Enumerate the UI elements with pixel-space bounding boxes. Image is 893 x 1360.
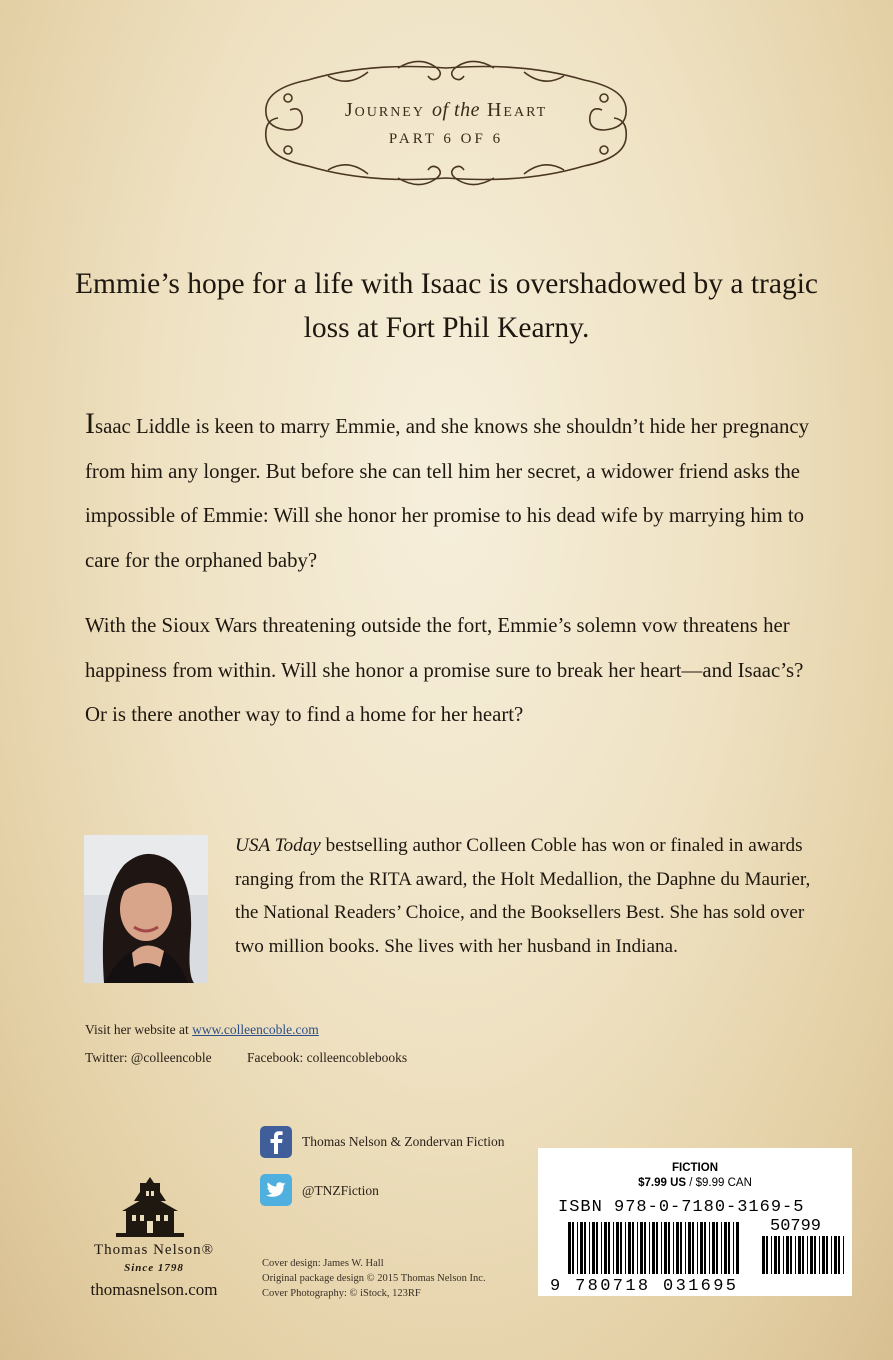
author-twitter: Twitter: @colleencoble [85,1050,212,1065]
publisher-since: Since 1798 [124,1262,184,1274]
facebook-icon [260,1126,292,1158]
author-website-link[interactable]: www.colleencoble.com [192,1022,319,1037]
facebook-label: Thomas Nelson & Zondervan Fiction [302,1134,505,1149]
barcode-genre: FICTION [672,1162,718,1174]
barcode-bars [568,1222,739,1274]
price-us: $7.99 US [638,1177,687,1189]
house-logo-icon [112,1175,188,1243]
credit-line: Original package design © 2015 Thomas Nelson Inc. [262,1273,486,1284]
series-title-word1: Journey [344,99,425,121]
barcode-ean-digits: 9 780718 031695 [550,1277,736,1294]
series-title-connector: of the [431,99,480,121]
barcode-isbn: ISBN 978-0-7180-3169-5 [558,1198,805,1217]
credit-line: Cover Photography: © iStock, 123RF [262,1288,421,1299]
description-paragraph-1 [85,402,825,583]
website-prefix: Visit her website at [85,1022,193,1037]
drop-cap: I [85,407,95,440]
tagline: Emmie’s hope for a life with Isaac is overshadowed by a tragic loss at Fort Phil Kearny. [75,268,818,344]
author-bio [235,829,815,963]
description-paragraph-2: With the Sioux Wars threatening outside the fort, Emmie’s solemn vow threatens her happiness from within. Will she honor a promise sure to break her heart—and Isaac’s? Or is there another way to find a home for her heart? [85,614,804,726]
price-can: / $9.99 CAN [686,1177,752,1189]
series-part: PART 6 OF 6 [388,131,504,147]
twitter-icon [260,1174,292,1206]
website-line [85,1022,319,1038]
barcode [548,1218,848,1294]
author-bio-italic: USA Today [235,835,321,856]
barcode-price [538,1177,852,1189]
twitter-label: @TNZFiction [302,1183,379,1198]
author-photo [84,835,208,983]
description-paragraph-1-text: saac Liddle is keen to marry Emmie, and she knows she shouldn’t hide her pregnancy from him any longer. But before she can tell him her secret, a widower friend asks the impossible of Emmie: Will she honor her promise to his dead wife by marrying him to care for the orphaned baby? [85,415,810,572]
barcode-box [538,1148,852,1296]
barcode-addon-digits: 50799 [770,1218,822,1236]
publisher-url: thomasnelson.com [90,1280,218,1299]
credit-line: Cover design: James W. Hall [262,1258,384,1269]
author-bio-text: bestselling author Colleen Coble has won or finaled in awards ranging from the RITA award, the Holt Medallion, the Daphne du Maurier, the National Readers’ Choice, and the Booksellers Best. She has sold over two million books. She lives with her husband in Indiana. [235,835,811,957]
series-title [248,99,644,122]
barcode-addon-bars [762,1236,844,1274]
author-facebook: Facebook: colleencoblebooks [247,1050,408,1065]
publisher-name: Thomas Nelson® [94,1242,214,1258]
title-ornament [248,58,644,188]
series-title-word2: Heart [486,99,548,121]
